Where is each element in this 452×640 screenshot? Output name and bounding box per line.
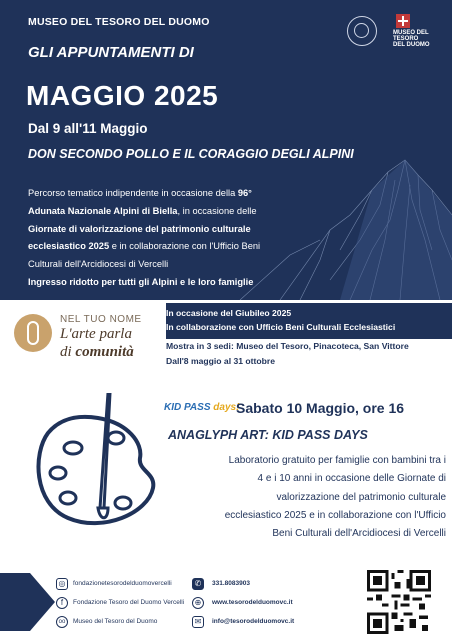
workshop-description: Laboratorio gratuito per famiglie con bambini tra i 4 e i 10 anni in occasione delle Giornate di valorizzazione del patrimonio culturale ecclesiastico 2025 e in collaborazione con l'Ufficio Beni Culturali dell'Arcidiocesi di Vercelli xyxy=(224,455,446,540)
header-section xyxy=(0,0,452,300)
facebook-icon: f xyxy=(56,597,68,609)
museum-logo-icon: MUSEO DEL TESORO DEL DUOMO xyxy=(393,14,441,50)
kid-pass-logo: KID PASS days! xyxy=(164,402,240,413)
instagram-icon: ◎ xyxy=(56,578,68,590)
nel-tuo-nome-logo: NEL TUO NOME L'arte parla di comunità xyxy=(6,308,166,368)
event-title: DON SECONDO POLLO E IL CORAGGIO DEGLI ALPINI xyxy=(28,147,354,161)
workshop-title: ANAGLYPH ART: KID PASS DAYS xyxy=(168,428,368,442)
mail-icon: ✉ xyxy=(192,616,204,628)
facebook-link[interactable]: Fondazione Tesoro del Duomo Vercelli xyxy=(73,599,185,606)
workshop-date: Sabato 10 Maggio, ore 16 xyxy=(236,400,405,416)
event-description: Percorso tematico indipendente in occasione della 96° Adunata Nazionale Alpini di Biella, in occasione delle Giornate di valorizzazione del patrimonio culturale ecclesiastico 2025 e in collaborazione con l'Ufficio Beni Culturali dell'Arcidiocesi di Vercelli Ingresso ridotto per tutti gli Alpini e le loro famiglie xyxy=(28,188,261,287)
nel-tuo-nome-icon xyxy=(14,314,52,352)
phone-icon: ✆ xyxy=(192,578,204,590)
qr-code-icon[interactable] xyxy=(367,570,431,634)
giubileo-banner: In occasione del Giubileo 2025 In collaborazione con Ufficio Beni Culturali Ecclesiastici xyxy=(166,303,452,339)
page-title: MAGGIO 2025 xyxy=(26,80,219,111)
instagram-link[interactable]: fondazionetesorodelduomovercelli xyxy=(73,580,172,587)
museum-name: MUSEO DEL TESORO DEL DUOMO xyxy=(28,16,210,28)
website-link[interactable]: www.tesorodelduomovc.it xyxy=(212,599,293,606)
globe-icon: ⊕ xyxy=(192,597,204,609)
giubileo-details: Mostra in 3 sedi: Museo del Tesoro, Pinacoteca, San Vittore Dall'8 maggio al 31 ottobre xyxy=(166,341,409,366)
tripadvisor-icon: oo xyxy=(56,616,68,628)
email-link[interactable]: info@tesorodelduomovc.it xyxy=(212,618,295,625)
diocese-seal-icon xyxy=(347,16,377,46)
phone-number[interactable]: 331.8083903 xyxy=(212,580,250,587)
arrow-icon xyxy=(0,565,60,640)
palette-icon xyxy=(28,393,158,543)
event-dates: Dal 9 all'11 Maggio xyxy=(28,121,148,136)
tripadvisor-link[interactable]: Museo del Tesoro del Duomo xyxy=(73,618,158,625)
subtitle: GLI APPUNTAMENTI DI xyxy=(28,44,194,61)
